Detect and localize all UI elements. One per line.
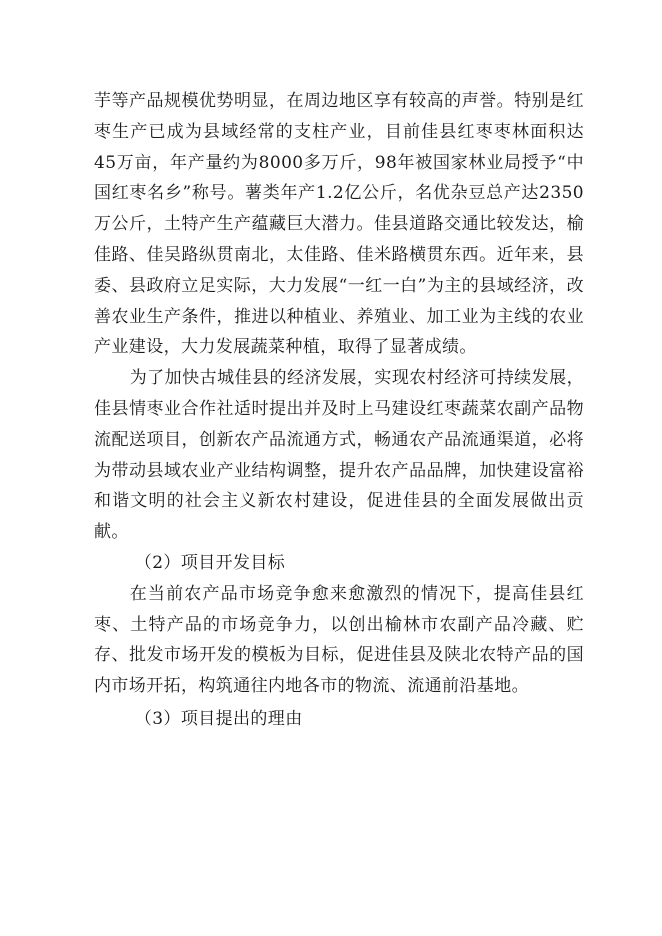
paragraph-economic-development: 为了加快古城佳县的经济发展，实现农村经济可持续发展，佳县情枣业合作社适时提出并及时上马建设红枣蔬菜农副产品物流配送项目，创新农产品流通方式，畅通农产品流通渠道，必将为带动县域农业产业结构调整，提升农产品品牌，加快建设富裕和谐文明的社会主义新农村建设，促进佳县的全面发展做出贡献。: [94, 368, 584, 543]
paragraph-project-goal: 在当前农产品市场竞争愈来愈激烈的情况下，提高佳县红枣、土特产品的市场竞争力，以创出榆林市农副产品冷藏、贮存、批发市场开发的模板为目标，促进佳县及陕北农特产品的国内市场开拓，构筑通往内地各市的物流、流通前沿基地。: [94, 583, 584, 697]
section-heading-project-reason: （3）项目提出的理由: [134, 708, 303, 729]
document-body: [94, 86, 584, 735]
paragraph-continued: 芋等产品规模优势明显，在周边地区享有较高的声誉。特别是红枣生产已成为县域经常的支柱产业，目前佳县红枣枣林面积达45万亩，年产量约为8000多万斤，98年被国家林业局授予“中国红枣名乡”称号。薯类年产1.2亿公斤，名优杂豆总产达2350万公斤，土特产生产蕴藏巨大潜力。佳县道路交通比较发达，榆佳路、佳吴路纵贯南北，太佳路、佳米路横贯东西。近年来，县委、县政府立足实际，大力发展“一红一白”为主的县域经济，改善农业生产条件，推进以种植业、养殖业、加工业为主线的农业产业建设，大力发展蔬菜种植，取得了显著成绩。: [94, 91, 584, 358]
section-heading-project-goal: （2）项目开发目标: [134, 552, 286, 573]
